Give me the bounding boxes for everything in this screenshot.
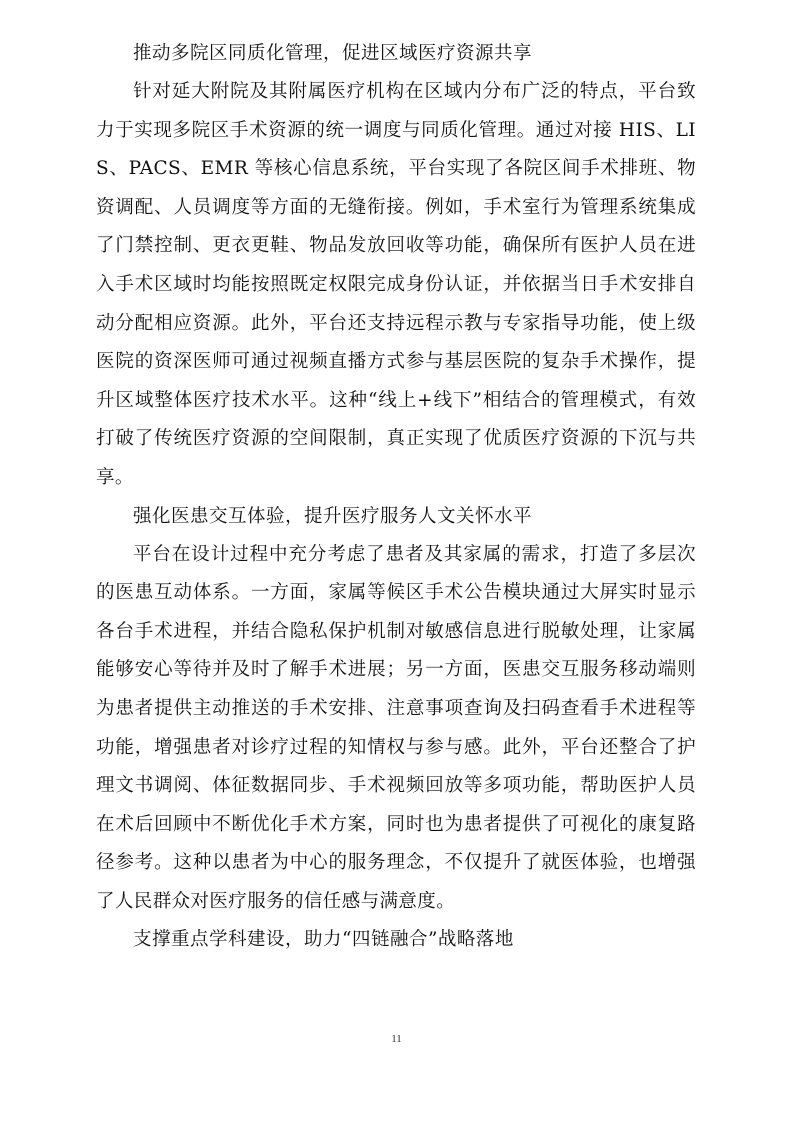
section-paragraph-1: 针对延大附院及其附属医疗机构在区域内分布广泛的特点，平台致力于实现多院区手术资源的统一调度与同质化管理。通过对接 HIS、LIS、PACS、EMR 等核心信息系统，平台实现了各院区间手术排班、物资调配、人员调度等方面的无缝衔接。例如，手术室行为管理系统集成了门禁控制、更衣更鞋、物品发放回收等功能，确保所有医护人员在进入手术区域时均能按照既定权限完成身份认证，并依据当日手术安排自动分配相应资源。此外，平台还支持远程示教与专家指导功能，使上级医院的资深医师可通过视频直播方式参与基层医院的复杂手术操作，提升区域整体医疗技术水平。这种“线上+线下”相结合的管理模式，有效打破了传统医疗资源的空间限制，真正实现了优质医疗资源的下沉与共享。 [96, 81, 696, 488]
section-heading-3: 支撑重点学科建设，助力“四链融合”战略落地 [133, 929, 514, 951]
document-page [96, 35, 696, 959]
section-heading-1: 推动多院区同质化管理，促进区域医疗资源共享 [133, 43, 533, 64]
section-heading-2: 强化医患交互体验，提升医疗服务人文关怀水平 [133, 505, 533, 527]
page-number: 11 [391, 1033, 402, 1045]
section-paragraph-2: 平台在设计过程中充分考虑了患者及其家属的需求，打造了多层次的医患互动体系。一方面，家属等候区手术公告模块通过大屏实时显示各台手术进程，并结合隐私保护机制对敏感信息进行脱敏处理，让家属能够安心等待并及时了解手术进展；另一方面，医患交互服务移动端则为患者提供主动推送的手术安排、注意事项查询及扫码查看手术进程等功能，增强患者对诊疗过程的知情权与参与感。此外，平台还整合了护理文书调阅、体征数据同步、手术视频回放等多项功能，帮助医护人员在术后回顾中不断优化手术方案，同时也为患者提供了可视化的康复路径参考。这种以患者为中心的服务理念，不仅提升了就医体验，也增强了人民群众对医疗服务的信任感与满意度。 [96, 543, 696, 912]
